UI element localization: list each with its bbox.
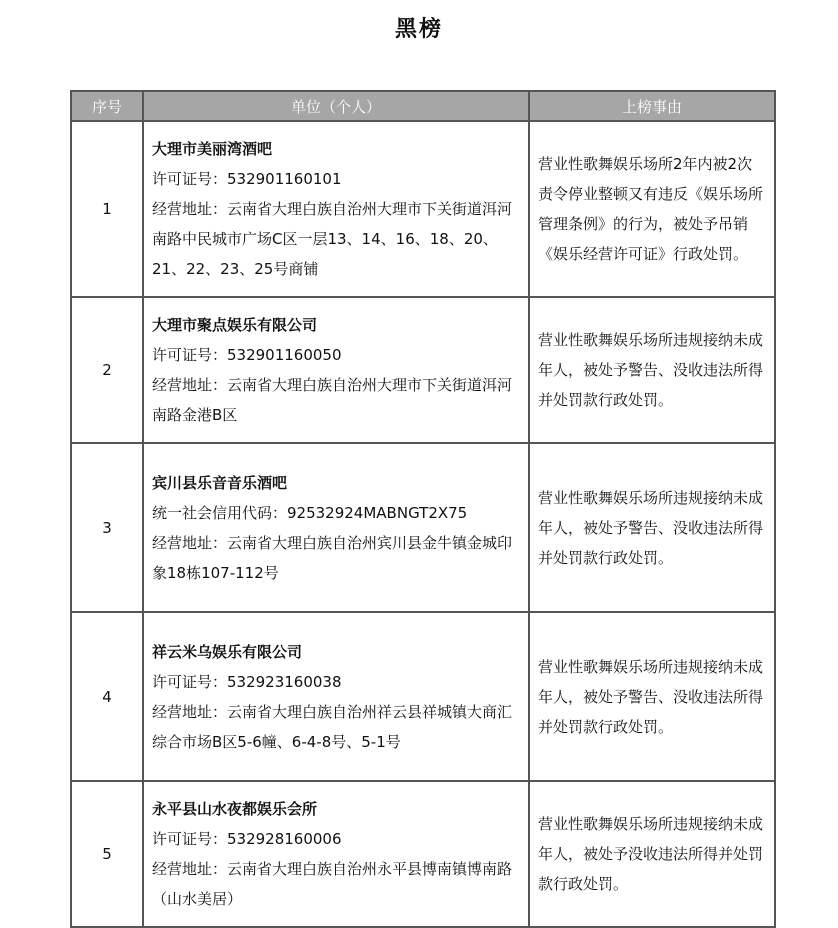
unit-name: 大理市聚点娱乐有限公司: [152, 316, 318, 334]
unit-name: 祥云米乌娱乐有限公司: [152, 642, 303, 661]
reason-cell: 营业性歌舞娱乐场所违规接纳未成年人，被处予没收违法所得并处罚款行政处罚。: [529, 781, 775, 927]
row-index: 5: [71, 781, 143, 927]
table-row: [71, 297, 775, 443]
table-row: [71, 443, 775, 612]
unit-address: 经营地址：云南省大理白族自治州永平县博南镇博南路（山水美居）: [152, 860, 513, 908]
unit-cell: [143, 121, 529, 297]
table-row: [71, 612, 775, 781]
page-title: 黑榜: [394, 17, 443, 42]
unit-license: 统一社会信用代码：92532924MABNGT2X75: [152, 503, 468, 522]
unit-cell: [143, 297, 529, 443]
reason-cell: 营业性歌舞娱乐场所2年内被2次责令停业整顿又有违反《娱乐场所管理条例》的行为，被处予吊销《娱乐经营许可证》行政处罚。: [529, 121, 775, 297]
unit-name: 永平县山水夜都娱乐会所: [152, 800, 318, 818]
reason-cell: 营业性歌舞娱乐场所违规接纳未成年人，被处予警告、没收违法所得并处罚款行政处罚。: [529, 612, 775, 781]
unit-license: 许可证号：532901160050: [152, 346, 342, 364]
unit-license: 许可证号：532928160006: [152, 830, 342, 848]
blacklist-table: [70, 90, 776, 928]
unit-name: 大理市美丽湾酒吧: [152, 140, 273, 158]
unit-address: 经营地址：云南省大理白族自治州大理市下关街道洱河南路中民城市广场C区一层13、14、16、18、20、21、22、23、25号商铺: [152, 200, 513, 278]
table-row: [71, 121, 775, 297]
header-index: 序号: [71, 91, 143, 121]
header-reason: 上榜事由: [529, 91, 775, 121]
unit-cell: [143, 443, 529, 612]
unit-license: 许可证号：532923160038: [152, 672, 342, 691]
unit-cell: [143, 612, 529, 781]
unit-license: 许可证号：532901160101: [152, 170, 342, 188]
unit-name: 宾川县乐音音乐酒吧: [152, 473, 288, 492]
reason-cell: 营业性歌舞娱乐场所违规接纳未成年人，被处予警告、没收违法所得并处罚款行政处罚。: [529, 297, 775, 443]
table-row: [71, 781, 775, 927]
unit-address: 经营地址：云南省大理白族自治州大理市下关街道洱河南路金港B区: [152, 376, 513, 424]
table-header-row: [71, 91, 775, 121]
unit-address: 经营地址：云南省大理白族自治州祥云县祥城镇大商汇综合市场B区5-6幢、6-4-8号、5-1号: [152, 702, 513, 751]
unit-address: 经营地址：云南省大理白族自治州宾川县金牛镇金城印象18栋107-112号: [152, 533, 513, 582]
unit-cell: [143, 781, 529, 927]
row-index: 1: [71, 121, 143, 297]
reason-cell: 营业性歌舞娱乐场所违规接纳未成年人，被处予警告、没收违法所得并处罚款行政处罚。: [529, 443, 775, 612]
row-index: 2: [71, 297, 143, 443]
row-index: 4: [71, 612, 143, 781]
header-unit: 单位（个人）: [143, 91, 529, 121]
row-index: 3: [71, 443, 143, 612]
